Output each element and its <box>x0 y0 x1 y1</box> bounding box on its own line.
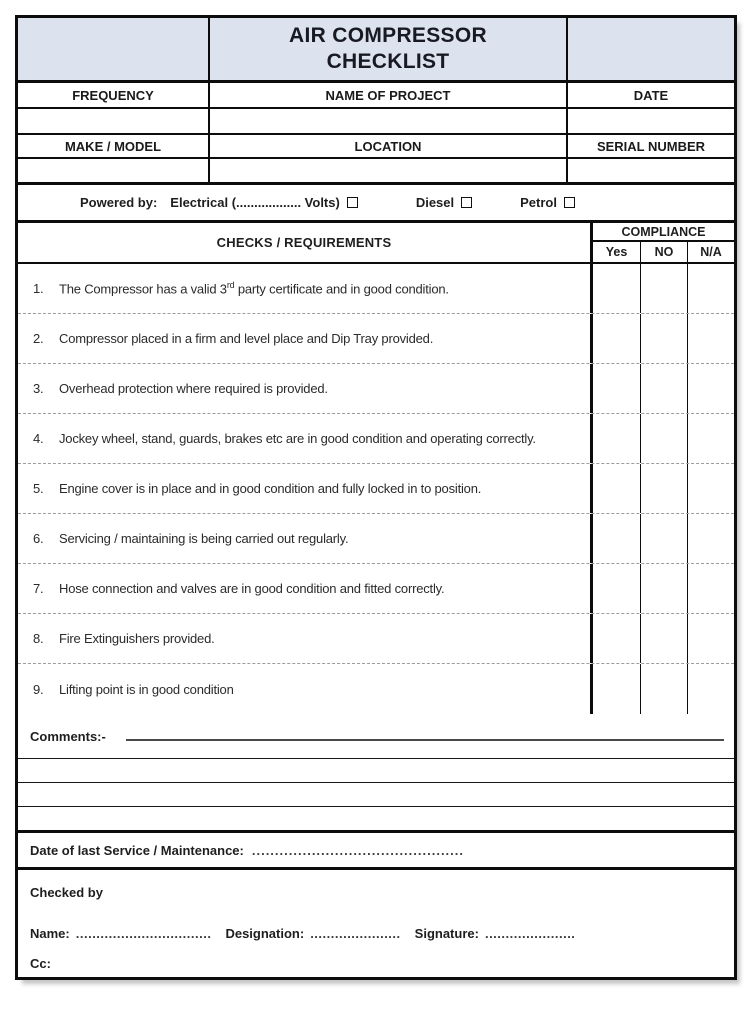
check-item-text: Servicing / maintaining is being carried out regularly. <box>59 531 349 546</box>
compliance-na-cell[interactable] <box>687 414 734 463</box>
compliance-col-no-header: NO <box>640 242 687 262</box>
info-header-row-2 <box>18 135 734 159</box>
date-input-cell[interactable] <box>568 109 734 133</box>
compliance-no-cell[interactable] <box>640 264 687 313</box>
check-item-text: Jockey wheel, stand, guards, brakes etc are in good condition and operating correctly. <box>59 431 536 446</box>
compliance-yes-cell[interactable] <box>593 364 640 413</box>
electrical-checkbox-icon[interactable] <box>347 197 358 208</box>
compliance-na-cell[interactable] <box>687 664 734 714</box>
powered-by-row <box>18 185 734 223</box>
petrol-checkbox-icon[interactable] <box>564 197 575 208</box>
compliance-no-cell[interactable] <box>640 364 687 413</box>
check-item-text: Overhead protection where required is provided. <box>59 381 328 396</box>
powered-by-label: Powered by: <box>80 195 158 210</box>
compliance-na-cell[interactable] <box>687 314 734 363</box>
compliance-yes-cell[interactable] <box>593 664 640 714</box>
check-item-number: 9. <box>33 681 44 697</box>
form-title <box>210 18 568 80</box>
check-item-text-cell <box>18 664 593 714</box>
compliance-yes-cell[interactable] <box>593 464 640 513</box>
checks-item-list <box>18 264 734 714</box>
check-item-text-cell <box>18 464 593 513</box>
header-left-cell <box>18 18 210 80</box>
electrical-option-label: Electrical (.................. Volts) <box>170 195 340 210</box>
make-model-input-cell[interactable] <box>18 159 210 182</box>
check-item-row <box>18 614 734 664</box>
checked-by-section <box>18 867 734 977</box>
check-item-number: 8. <box>33 631 44 646</box>
compliance-na-cell[interactable] <box>687 514 734 563</box>
check-item-row <box>18 314 734 364</box>
comments-input-line[interactable] <box>126 739 724 741</box>
compliance-col-yes-header: Yes <box>605 245 628 259</box>
check-item-number: 7. <box>33 581 44 596</box>
compliance-yes-cell[interactable] <box>593 264 640 313</box>
form-title-line1: AIR COMPRESSOR <box>289 23 487 47</box>
form-header-band <box>18 18 734 83</box>
checks-table-header <box>18 223 734 264</box>
comments-row <box>18 714 734 758</box>
compliance-yes-cell[interactable] <box>593 314 640 363</box>
make-model-header: MAKE / MODEL <box>18 135 210 157</box>
check-item-text-cell <box>18 414 593 463</box>
last-service-row <box>18 830 734 867</box>
compliance-na-cell[interactable] <box>687 364 734 413</box>
name-label: Name: <box>30 926 70 941</box>
signature-input-line[interactable]: ...................... <box>484 926 576 941</box>
check-item-text-cell <box>18 364 593 413</box>
compliance-na-cell[interactable] <box>687 264 734 313</box>
check-item-row <box>18 364 734 414</box>
check-item-row <box>18 464 734 514</box>
compliance-na-cell[interactable] <box>687 614 734 663</box>
compliance-no-cell[interactable] <box>640 414 687 463</box>
check-item-row <box>18 264 734 314</box>
name-group <box>30 926 211 941</box>
last-service-label: Date of last Service / Maintenance: <box>30 842 244 858</box>
diesel-option-label: Diesel <box>415 195 455 210</box>
serial-number-input-cell[interactable] <box>568 159 734 182</box>
check-item-text: Fire Extinguishers provided. <box>59 631 215 646</box>
check-item-row <box>18 664 734 714</box>
check-item-row <box>18 414 734 464</box>
location-header: LOCATION <box>210 135 568 157</box>
frequency-input-cell[interactable] <box>18 109 210 133</box>
check-item-text: Engine cover is in place and in good condition and fully locked in to position. <box>59 481 482 496</box>
compliance-na-cell[interactable] <box>687 564 734 613</box>
compliance-no-cell[interactable] <box>640 614 687 663</box>
compliance-no-cell[interactable] <box>640 514 687 563</box>
comments-blank-line-2[interactable] <box>18 782 734 806</box>
check-item-text-cell <box>18 314 593 363</box>
compliance-yes-cell[interactable] <box>593 414 640 463</box>
check-item-text-cell <box>18 564 593 613</box>
check-item-number: 6. <box>33 531 44 546</box>
checks-requirements-header: CHECKS / REQUIREMENTS <box>18 223 593 262</box>
check-item-row <box>18 564 734 614</box>
check-item-number: 3. <box>33 381 44 396</box>
check-item-number: 1. <box>33 281 44 296</box>
comments-blank-line-1[interactable] <box>18 758 734 782</box>
check-item-text: Lifting point is in good condition <box>59 681 234 697</box>
compliance-header: COMPLIANCE <box>593 223 734 242</box>
name-input-line[interactable]: ................................. <box>75 926 212 941</box>
compliance-no-cell[interactable] <box>640 664 687 714</box>
designation-group <box>225 926 400 941</box>
comments-label: Comments:- <box>30 728 106 744</box>
signature-label: Signature: <box>414 926 479 941</box>
powered-option-diesel <box>416 195 472 210</box>
frequency-header: FREQUENCY <box>18 83 210 107</box>
check-item-text-cell <box>18 264 593 313</box>
compliance-col-na-header: N/A <box>687 242 734 262</box>
compliance-header-block <box>593 223 734 262</box>
signature-group <box>415 926 576 941</box>
compliance-yes-cell[interactable] <box>593 614 640 663</box>
last-service-input-line[interactable]: .............................................. <box>251 842 465 858</box>
info-input-row-2 <box>18 159 734 185</box>
checked-by-label: Checked by <box>30 885 103 900</box>
compliance-no-cell[interactable] <box>640 464 687 513</box>
name-of-project-header: NAME OF PROJECT <box>210 83 568 107</box>
designation-label: Designation: <box>225 926 305 941</box>
air-compressor-checklist-form <box>15 15 737 980</box>
form-title-line2: CHECKLIST <box>326 50 450 73</box>
header-right-cell <box>568 18 734 80</box>
compliance-yes-cell[interactable] <box>593 564 640 613</box>
check-item-number: 2. <box>33 331 44 346</box>
check-item-text: Compressor placed in a firm and level place and Dip Tray provided. <box>59 331 434 346</box>
compliance-no-cell[interactable] <box>640 564 687 613</box>
check-item-text: Hose connection and valves are in good condition and fitted correctly. <box>59 581 445 596</box>
powered-option-petrol <box>520 195 575 210</box>
petrol-option-label: Petrol <box>520 195 557 210</box>
info-header-row-1 <box>18 83 734 109</box>
check-item-row <box>18 514 734 564</box>
date-header: DATE <box>633 87 669 103</box>
powered-option-electrical <box>170 195 358 210</box>
comments-blank-line-3[interactable] <box>18 806 734 830</box>
diesel-checkbox-icon[interactable] <box>461 197 472 208</box>
name-of-project-input-cell[interactable] <box>210 109 568 133</box>
cc-label: Cc: <box>30 956 51 971</box>
info-input-row-1 <box>18 109 734 135</box>
check-item-text-cell <box>18 514 593 563</box>
serial-number-header: SERIAL NUMBER <box>596 138 706 154</box>
signoff-row <box>30 926 722 941</box>
compliance-no-cell[interactable] <box>640 314 687 363</box>
check-item-text: The Compressor has a valid 3rd party certificate and in good condition. <box>59 280 449 297</box>
check-item-text-cell <box>18 614 593 663</box>
location-input-cell[interactable] <box>210 159 568 182</box>
check-item-number: 5. <box>33 481 44 496</box>
check-item-number: 4. <box>33 431 44 446</box>
designation-input-line[interactable]: ...................... <box>310 926 401 941</box>
compliance-na-cell[interactable] <box>687 464 734 513</box>
compliance-yes-cell[interactable] <box>593 514 640 563</box>
